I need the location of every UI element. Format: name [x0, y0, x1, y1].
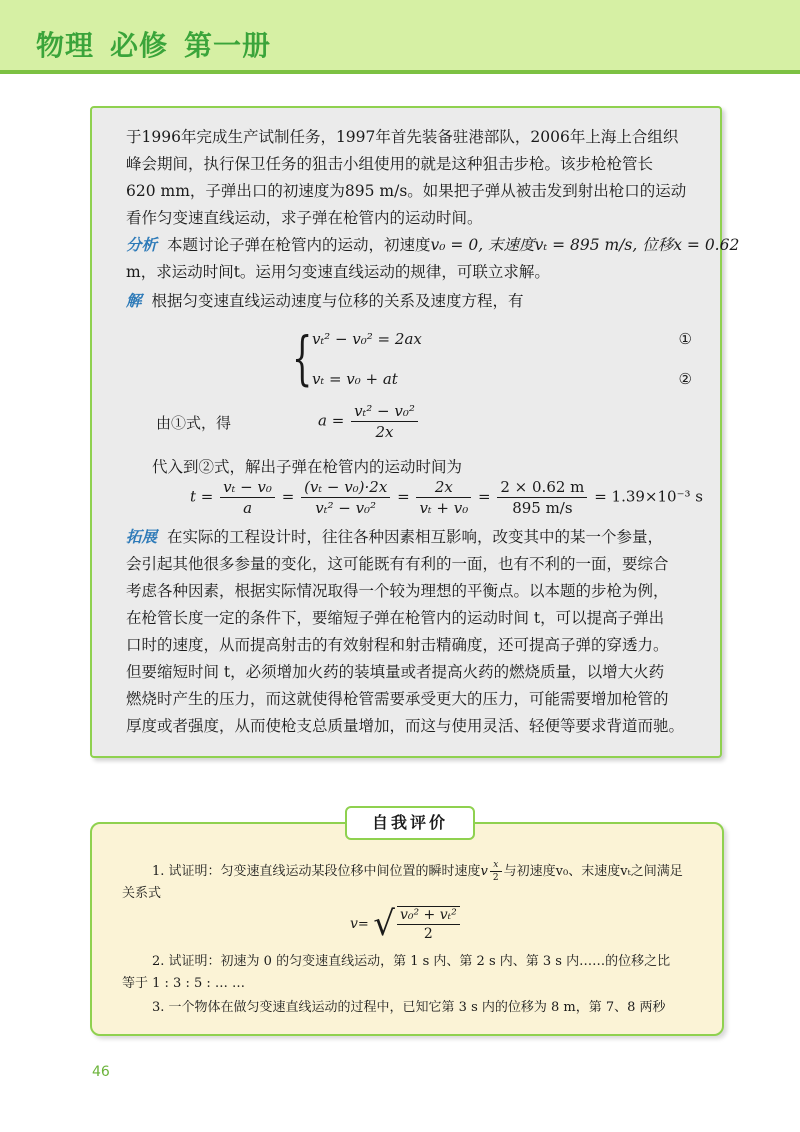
page-header [0, 0, 800, 74]
a-formula [318, 402, 420, 441]
t-result: = 1.39×10⁻³ s [594, 487, 703, 506]
page-number: 46 [92, 1064, 110, 1080]
extension-line: 口时的速度，从而提高射击的有效射程和射击精确度，还可提高子弹的穿透力。 [126, 636, 669, 654]
solution-intro [126, 288, 524, 315]
course-label: 必修 [110, 29, 169, 62]
t-fraction-4-den: 895 m/s [512, 499, 573, 517]
t-fraction-3-num: 2x [416, 478, 471, 498]
problem-line: 峰会期间，执行保卫任务的狙击小组使用的就是这种狙击步枪。该步枪枪管长 [126, 155, 654, 173]
q1-formula-lhs: v [350, 916, 358, 932]
extension-tag: 拓展 [126, 528, 158, 546]
q1-radicand-den: 2 [423, 926, 433, 942]
t-fraction-2 [301, 478, 390, 517]
a-fraction [351, 402, 418, 441]
substitute-text [152, 454, 462, 481]
self-evaluation-title: 自我评价 [345, 806, 475, 840]
equation-1-number: ① [678, 330, 692, 348]
analysis-x: x = 0.62 [673, 236, 740, 254]
a-lhs: a = [318, 411, 345, 430]
subject-label: 物理 [36, 29, 95, 62]
equation-1: vₜ² − v₀² = 2ax [312, 330, 422, 348]
extension-line: 厚度或者强度，从而使枪支总质量增加，而这与使用灵活、轻便等要求背道而驰。 [126, 717, 685, 735]
volume-label: 第一册 [184, 29, 272, 62]
analysis-text: 本题讨论子弹在枪管内的运动，初速度 [167, 236, 431, 254]
equation-system [292, 326, 692, 394]
t-fraction-2-den: vₜ² − v₀² [315, 499, 377, 517]
extension-line: 考虑各种因素，根据实际情况取得一个较为理想的平衡点。以本题的步枪为例， [126, 582, 669, 600]
question-3: 3. 一个物体在做匀变速直线运动的过程中，已知它第 3 s 内的位移为 8 m，第 7、8 两秒 [152, 1000, 666, 1015]
problem-text [126, 124, 686, 232]
solution-intro-text: 根据匀变速直线运动速度与位移的关系及速度方程，有 [151, 292, 524, 310]
q1-subscript-den: 2 [492, 873, 499, 883]
extension-line: 在实际的工程设计时，往往各种因素相互影响，改变其中的某一个参量， [167, 528, 664, 546]
from-eq1-text: 由①式，得 [156, 414, 232, 432]
t-formula [190, 478, 703, 517]
equals-sign: = [478, 487, 491, 506]
problem-line: 看作匀变速直线运动，求子弹在枪管内的运动时间。 [126, 209, 483, 227]
solution-tag: 解 [126, 292, 142, 310]
brace-symbol: { [292, 324, 313, 392]
substitute-line: 代入到②式，解出子弹在枪管内的运动时间为 [152, 458, 463, 476]
book-title [36, 24, 287, 64]
example-box [90, 106, 740, 758]
question-2: 2. 试证明：初速为 0 的匀变速直线运动，第 1 s 内、第 2 s 内、第 3 s 内……的位移之比 [152, 954, 671, 969]
t-fraction-4 [497, 478, 587, 517]
extension-line: 会引起其他很多参量的变化，这可能既有有利的一面，也有不利的一面，要综合 [126, 555, 669, 573]
t-fraction-3-den: vₜ + v₀ [419, 499, 469, 517]
t-fraction-3 [416, 478, 471, 517]
question-1 [152, 860, 683, 883]
analysis-section [126, 232, 739, 286]
question-1-cont: 关系式 [122, 886, 162, 901]
t-fraction-4-num: 2 × 0.62 m [497, 478, 587, 498]
question-1-text-2: 与初速度v₀、末速度vₜ之间满足 [503, 864, 683, 879]
equation-2-number: ② [678, 370, 692, 388]
q1-velocity-symbol: v [480, 864, 488, 879]
problem-line: 620 mm，子弹出口的初速度为895 m/s。如果把子弹从被击发到射出枪口的运动 [126, 182, 687, 200]
extension-line: 在枪管长度一定的条件下，要缩短子弹在枪管内的运动时间 t，可以提高子弹出 [126, 609, 665, 627]
sqrt-icon: √ [373, 904, 395, 944]
extension-section [126, 524, 684, 740]
analysis-v0: v₀ = 0, 末速度 [430, 236, 535, 254]
analysis-vt: vₜ = 895 m/s, 位移 [534, 236, 674, 254]
a-numerator: vₜ² − v₀² [351, 402, 418, 422]
problem-line: 于1996年完成生产试制任务，1997年首先装备驻港部队，2006年上海上合组织 [126, 128, 679, 146]
question-1-text: 1. 试证明：匀变速直线运动某段位移中间位置的瞬时速度 [152, 864, 481, 879]
analysis-text-2: m，求运动时间t。运用匀变速直线运动的规律，可联立求解。 [126, 263, 550, 281]
t-fraction-2-num: (vₜ − v₀)·2x [301, 478, 390, 498]
question-2-cont: 等于 1 : 3 : 5 : … … [122, 976, 246, 991]
analysis-tag: 分析 [126, 236, 158, 254]
equals-sign: = [397, 487, 410, 506]
equals-sign: = [281, 487, 295, 506]
self-evaluation-box [90, 822, 724, 1036]
t-fraction-1-den: a [243, 499, 253, 517]
q1-formula: v= √ $\frac{\text{v₀² + vₜ²}}{2}$ [350, 904, 462, 944]
extension-line: 燃烧时产生的压力，而这就使得枪管需要承受更大的压力，可能需要增加枪管的 [126, 690, 669, 708]
t-fraction-1 [220, 478, 275, 517]
t-lhs: t = [190, 487, 214, 506]
equation-2: vₜ = v₀ + at [312, 370, 398, 388]
q1-subscript-num: x [490, 860, 502, 872]
t-fraction-1-num: vₜ − v₀ [220, 478, 275, 498]
a-denominator: 2x [375, 423, 394, 441]
q1-radicand-num: v₀² + vₜ² [397, 907, 460, 925]
q1-subscript [490, 860, 502, 883]
extension-line: 但要缩短时间 t，必须增加火药的装填量或者提高火药的燃烧质量，以增大火药 [126, 663, 665, 681]
q1-radicand [397, 906, 460, 942]
